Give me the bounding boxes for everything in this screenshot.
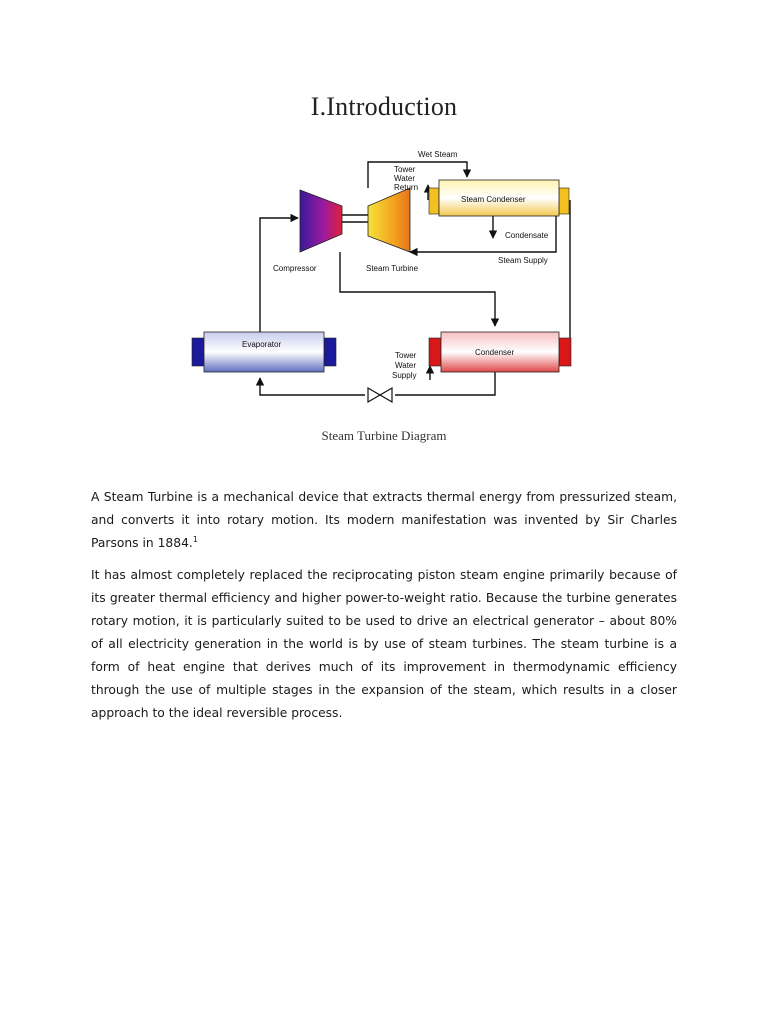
paragraph-2: It has almost completely replaced the reciprocating piston steam engine primarily because of its greater thermal efficiency and higher power-to-weight ratio. Because the turbine generates rotary motion, it is particularly suited to be used to drive an electrical generator – about 80% of all electricity generation in the world is by use of steam turbines. The steam turbine is a form of heat engine that derives much of its improvement in thermodynamic efficiency through the use of multiple stages in the expansion of the steam, which results in a closer approach to the ideal reversible process. [91, 568, 677, 720]
expansion-valve-icon [368, 388, 392, 402]
label-tower-water-return-3: Return [394, 183, 419, 192]
label-evaporator: Evaporator [242, 340, 282, 349]
label-tower-water-supply-2: Water [395, 361, 417, 370]
steam-turbine-icon [368, 188, 410, 252]
footnote-ref[interactable]: 1 [192, 534, 198, 544]
body-text [91, 486, 677, 734]
label-wet-steam: Wet Steam [418, 150, 458, 159]
label-steam-supply: Steam Supply [498, 256, 548, 265]
label-steam-condenser: Steam Condenser [461, 195, 526, 204]
evaporator-unit [192, 332, 336, 372]
label-tower-water-supply-1: Tower [395, 351, 417, 360]
paragraph-1 [91, 486, 677, 555]
label-tower-water-return-2: Water [394, 174, 416, 183]
label-condenser: Condenser [475, 348, 515, 357]
label-condensate: Condensate [505, 231, 549, 240]
label-steam-turbine: Steam Turbine [366, 264, 419, 273]
label-compressor: Compressor [273, 264, 317, 273]
label-tower-water-supply-3: Supply [392, 371, 417, 380]
figure-caption: Steam Turbine Diagram [321, 428, 447, 443]
steam-turbine-diagram [180, 140, 590, 415]
paragraph-1-text: A Steam Turbine is a mechanical device that extracts thermal energy from pressurized steam, and converts it into rotary motion. Its modern manifestation was invented by Sir Charles Parsons in 1884. [91, 490, 677, 550]
compressor-icon [300, 190, 342, 252]
label-tower-water-return-1: Tower [394, 165, 416, 174]
page-title: I.Introduction [310, 92, 458, 121]
